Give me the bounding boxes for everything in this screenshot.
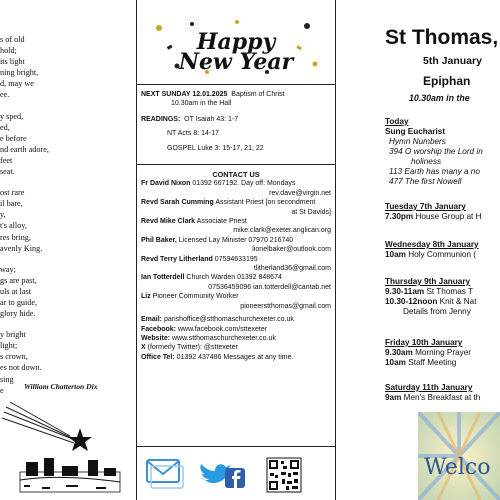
poem-line: ed,	[0, 122, 10, 132]
event-time: 7.30pm	[385, 212, 414, 221]
poem-line: gs are past,	[0, 275, 37, 285]
contact-name: Ian Totterdell	[141, 274, 185, 282]
poem-line: es not down.	[0, 363, 42, 373]
event-day: Saturday 11th January	[385, 383, 473, 392]
today-section	[385, 117, 500, 187]
poem-line: feet	[0, 155, 13, 165]
x-handle-link[interactable]: @sttexeter	[203, 344, 238, 352]
next-sunday-occasion: Baptism of Christ	[231, 91, 285, 98]
poem-line	[0, 101, 130, 111]
new-year-banner	[147, 18, 325, 76]
feast-name: Epiphan	[423, 74, 471, 88]
contact-name: Phil Baker,	[141, 236, 177, 244]
poem-line: way;	[0, 264, 16, 274]
poem-line: res bring,	[0, 232, 31, 242]
hymn-item: 113 Earth has many a no	[389, 167, 480, 176]
office-label: Office Tel:	[141, 353, 175, 361]
event-day: Tuesday 7th January	[385, 202, 466, 211]
hymns-label: Hymn Numbers	[389, 137, 446, 146]
event-block	[385, 338, 500, 368]
facebook-link[interactable]: www.facebook.com/sttexeter	[177, 325, 268, 333]
event-block	[385, 383, 500, 403]
contact-name: Revd Mike Clark	[141, 218, 196, 226]
email-icon[interactable]	[147, 460, 183, 488]
contact-name: Fr David Nixon	[141, 180, 191, 188]
event-line	[385, 297, 500, 307]
facebook-icon[interactable]	[225, 468, 245, 488]
poem-line	[0, 319, 130, 329]
event-line	[385, 393, 500, 403]
readings-label: READINGS:	[141, 115, 181, 123]
email-link[interactable]: parishoffice@stthomaschurchexeter.co.uk	[163, 316, 294, 324]
contact-extra[interactable]: pioneerstthomas@gmail.com	[240, 302, 331, 310]
x-note: (formerly Twitter):	[147, 344, 202, 352]
next-sunday-time: 10.30am in the Hall	[171, 100, 232, 108]
banner-line1: Happy	[196, 29, 276, 55]
contact-detail: Licensed Lay Minister 07970 216740	[178, 236, 294, 244]
event-block	[385, 202, 500, 222]
poem-line: il bare,	[0, 199, 23, 209]
contact-row	[141, 236, 331, 245]
contact-row	[141, 292, 331, 301]
contact-row	[141, 255, 331, 264]
poem-line: y bright	[0, 330, 26, 340]
poem-line: nd earth adore,	[0, 144, 49, 154]
poem-line: uls at last	[0, 286, 31, 296]
event-line	[385, 358, 500, 368]
event-text: Staff Meeting	[408, 358, 457, 367]
reading-gospel: GOSPEL Luke 3: 15-17, 21, 22	[167, 144, 264, 152]
office-phone: 01392 437486 Messages at any time.	[176, 353, 294, 361]
nativity-star-illustration	[0, 400, 132, 495]
contact-detail: Church Warden 01392 848674	[186, 274, 282, 282]
contact-row	[141, 273, 331, 282]
poem-line: ost rare	[0, 188, 25, 198]
banner-text	[147, 29, 325, 75]
contact-extra[interactable]: at St Davids]	[291, 208, 331, 216]
event-text: Men's Breakfast at th	[403, 393, 481, 402]
poem-line: avenly King.	[0, 243, 43, 253]
welcome-text: Welco	[424, 455, 491, 480]
poem-line: y sped,	[0, 111, 24, 121]
hymn-item: 477 The first Nowell	[389, 177, 462, 186]
contact-section	[141, 170, 331, 362]
poem-line: d, may we	[0, 79, 34, 89]
event-line	[385, 307, 500, 317]
hymn-item: 394 O worship the Lord in	[389, 147, 483, 156]
poem-line: y,	[0, 210, 6, 220]
today-heading: Today	[385, 117, 409, 126]
event-text: Knit & Nat	[439, 297, 477, 306]
contact-title: CONTACT US	[212, 170, 260, 179]
x-label: X	[141, 344, 146, 352]
website-link[interactable]: www.stthomaschurchexeter.co.uk	[172, 334, 276, 342]
poem-line: e before	[0, 133, 27, 143]
event-time: 10am	[385, 250, 406, 259]
contact-name: Revd Sarah Cumming	[141, 199, 214, 207]
contact-detail: 07594633195	[214, 255, 258, 263]
schedule-column	[337, 0, 500, 500]
event-time: 9am	[385, 393, 402, 402]
event-time: 9.30-11am	[385, 287, 425, 296]
event-time: 10am	[385, 358, 406, 367]
contact-extra[interactable]: mike.clark@exeter.anglican.org	[233, 227, 331, 235]
poem-line: e	[0, 385, 4, 395]
event-day: Wednesday 8th January	[385, 240, 479, 249]
poem-line: sing	[0, 374, 14, 384]
divider	[137, 164, 335, 165]
poem-line: t's alloy,	[0, 221, 27, 231]
poem-line: light;	[0, 341, 18, 351]
contact-detail: Pioneer Community Worker	[152, 293, 239, 301]
poem-line: ning bright,	[0, 68, 39, 78]
poem-line	[0, 177, 130, 187]
contact-name: Revd Terry Litherland	[141, 255, 213, 263]
event-day: Friday 10th January	[385, 338, 463, 347]
event-line	[385, 212, 500, 222]
contact-detail: 01392 667192. Day off: Mondays	[192, 180, 296, 188]
contact-row	[141, 217, 331, 226]
poem-line	[0, 254, 130, 264]
church-title: St Thomas,	[385, 26, 499, 49]
contact-row	[141, 198, 331, 207]
event-line	[385, 250, 500, 260]
poem-line: s of old	[0, 35, 25, 44]
event-text: St Thomas T	[426, 287, 474, 296]
event-time: 9.30am	[385, 348, 413, 357]
contact-extra[interactable]: rev.dave@virgin.net	[269, 189, 331, 197]
poem-line: ee.	[0, 90, 10, 100]
poem-line: its light	[0, 57, 25, 67]
divider	[137, 84, 335, 85]
poem-line: ar to guide,	[0, 297, 38, 307]
contact-detail: Assistant Priest [on secondment	[215, 199, 316, 207]
contact-detail: Associate Priest	[196, 218, 247, 226]
poem-line: hold;	[0, 46, 17, 56]
contact-extra[interactable]: 07536459096 ian.totterdell@cantab.net	[208, 283, 331, 291]
event-time: 10.30-12noon	[385, 297, 438, 306]
reading-nt: NT Acts 8: 14-17	[167, 130, 220, 138]
email-label: Email:	[141, 316, 163, 324]
event-text: Holy Communion (	[408, 250, 477, 259]
welcome-sign-image	[418, 412, 500, 500]
event-text: Details from Jenny	[403, 307, 471, 316]
poem-line: seat.	[0, 167, 15, 177]
contact-name: Liz	[141, 293, 151, 301]
next-sunday-section	[141, 90, 331, 153]
event-block	[385, 240, 500, 260]
today-service: Sung Eucharist	[385, 127, 446, 136]
event-block	[385, 277, 500, 317]
poem-attribution: William Chatterton Dix	[24, 382, 98, 391]
event-text: Morning Prayer	[415, 348, 472, 357]
next-sunday-label: NEXT SUNDAY 12.01.2025	[141, 91, 228, 98]
event-line	[385, 348, 500, 358]
qr-code-icon[interactable]	[267, 458, 301, 492]
reading-ot: OT Isaiah 43: 1-7	[184, 115, 239, 123]
website-label: Website:	[141, 334, 171, 342]
contact-extra[interactable]: lionelbaker@outlook.com	[252, 246, 331, 254]
poem-column	[0, 0, 132, 500]
contact-icons	[137, 452, 335, 496]
service-date: 5th January	[423, 55, 482, 67]
poem-line: s crown,	[0, 352, 28, 362]
event-text: House Group at H	[415, 212, 482, 221]
divider	[137, 446, 335, 447]
facebook-label: Facebook:	[141, 325, 177, 333]
banner-line2: New Year	[178, 49, 294, 75]
contact-extra[interactable]: tlitherland36@gmail.com	[253, 265, 331, 273]
event-day: Thursday 9th January	[385, 277, 471, 286]
event-line	[385, 287, 500, 297]
info-column	[136, 0, 336, 500]
contact-row	[141, 179, 331, 188]
hymn-item: holiness	[411, 157, 442, 166]
poem-line: glory hide.	[0, 309, 36, 319]
service-time-note: 10.30am in the	[409, 93, 470, 103]
poem-text	[0, 34, 130, 396]
